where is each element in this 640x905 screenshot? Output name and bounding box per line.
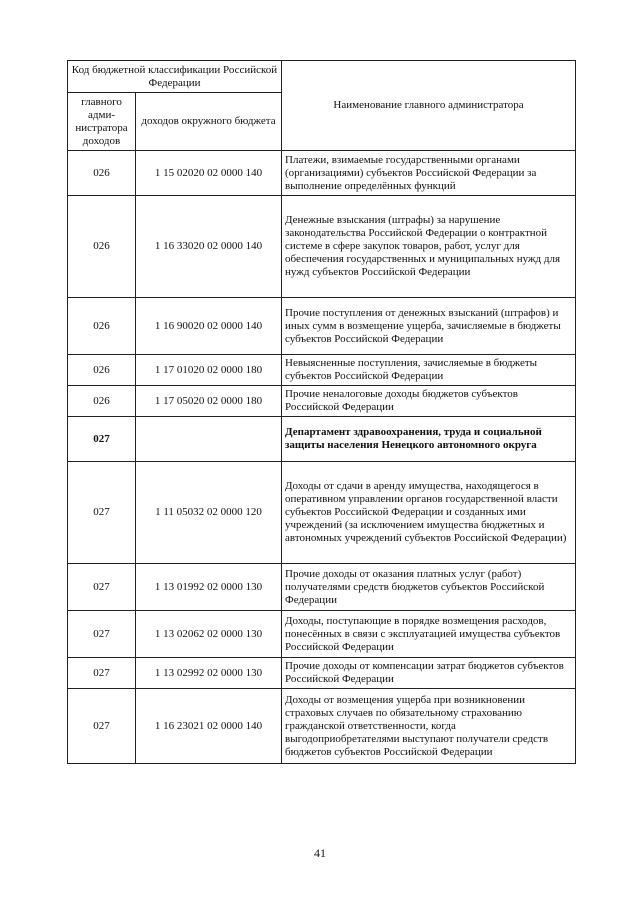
admin-code-cell: 026	[68, 386, 136, 417]
table-row	[68, 658, 576, 689]
header-admin-name: Наименование главного администратора	[282, 61, 576, 151]
table-row	[68, 689, 576, 764]
budget-code-cell: 1 17 01020 02 0000 180	[136, 355, 282, 386]
admin-code-cell: 026	[68, 298, 136, 355]
admin-name-cell: Прочие доходы от оказания платных услуг (работ) получателями средств бюджетов субъектов Российской Федерации	[282, 564, 576, 611]
budget-code-cell: 1 13 02062 02 0000 130	[136, 611, 282, 658]
table-row	[68, 386, 576, 417]
admin-name-cell: Прочие неналоговые доходы бюджетов субъектов Российской Федерации	[282, 386, 576, 417]
admin-code-cell: 027	[68, 658, 136, 689]
budget-code-cell: 1 13 02992 02 0000 130	[136, 658, 282, 689]
admin-code-cell: 027	[68, 564, 136, 611]
budget-classification-table	[67, 60, 576, 764]
admin-code-cell: 027	[68, 462, 136, 564]
table-row	[68, 462, 576, 564]
document-page	[67, 60, 575, 764]
table-row	[68, 355, 576, 386]
admin-code-cell: 027	[68, 611, 136, 658]
admin-name-cell: Денежные взыскания (штрафы) за нарушение законодательства Российской Федерации о контрактной системе в сфере закупок товаров, работ, услуг для обеспечения государственных и муниципальных нужд для нужд субъектов Российской Федерации	[282, 196, 576, 298]
table-row	[68, 298, 576, 355]
table-row	[68, 151, 576, 196]
admin-code-cell: 026	[68, 151, 136, 196]
admin-code-cell: 027	[68, 417, 136, 462]
admin-name-cell: Доходы, поступающие в порядке возмещения расходов, понесённых в связи с эксплуатацией имущества субъектов Российской Федерации	[282, 611, 576, 658]
admin-name-cell: Прочие поступления от денежных взысканий (штрафов) и иных сумм в возмещение ущерба, зачисляемые в бюджеты субъектов Российской Федерации	[282, 298, 576, 355]
table-body	[68, 61, 576, 764]
admin-name-cell: Прочие доходы от компенсации затрат бюджетов субъектов Российской Федерации	[282, 658, 576, 689]
header-admin-code: главного адми-нистратора доходов	[68, 93, 136, 151]
table-row	[68, 564, 576, 611]
admin-name-cell: Доходы от возмещения ущерба при возникновении страховых случаев по обязательному страхованию гражданской ответственности, когда выгодоприобретателями выступают получатели средств бюджетов субъектов Российской Федерации	[282, 689, 576, 764]
admin-name-cell: Невыясненные поступления, зачисляемые в бюджеты субъектов Российской Федерации	[282, 355, 576, 386]
table-row	[68, 611, 576, 658]
budget-code-cell: 1 16 23021 02 0000 140	[136, 689, 282, 764]
budget-code-cell: 1 15 02020 02 0000 140	[136, 151, 282, 196]
admin-name-cell: Департамент здравоохранения, труда и социальной защиты населения Ненецкого автономного округа	[282, 417, 576, 462]
budget-code-cell: 1 16 90020 02 0000 140	[136, 298, 282, 355]
page-number: 41	[314, 846, 326, 860]
header-row-group	[68, 61, 576, 93]
admin-name-cell: Платежи, взимаемые государственными органами (организациями) субъектов Российской Федерации за выполнение определённых функций	[282, 151, 576, 196]
budget-code-cell: 1 17 05020 02 0000 180	[136, 386, 282, 417]
budget-code-cell	[136, 417, 282, 462]
budget-code-cell: 1 13 01992 02 0000 130	[136, 564, 282, 611]
budget-code-cell: 1 11 05032 02 0000 120	[136, 462, 282, 564]
table-row	[68, 196, 576, 298]
header-group-title: Код бюджетной классификации Российской Федерации	[68, 61, 282, 93]
table-row	[68, 417, 576, 462]
admin-code-cell: 026	[68, 196, 136, 298]
admin-name-cell: Доходы от сдачи в аренду имущества, находящегося в оперативном управлении органов государственной власти субъектов Российской Федерации и созданных ими учреждений (за исключением имущества бюджетных и автономных учреждений субъектов Российской Федерации)	[282, 462, 576, 564]
admin-code-cell: 027	[68, 689, 136, 764]
budget-code-cell: 1 16 33020 02 0000 140	[136, 196, 282, 298]
header-budget-code: доходов окружного бюджета	[136, 93, 282, 151]
admin-code-cell: 026	[68, 355, 136, 386]
